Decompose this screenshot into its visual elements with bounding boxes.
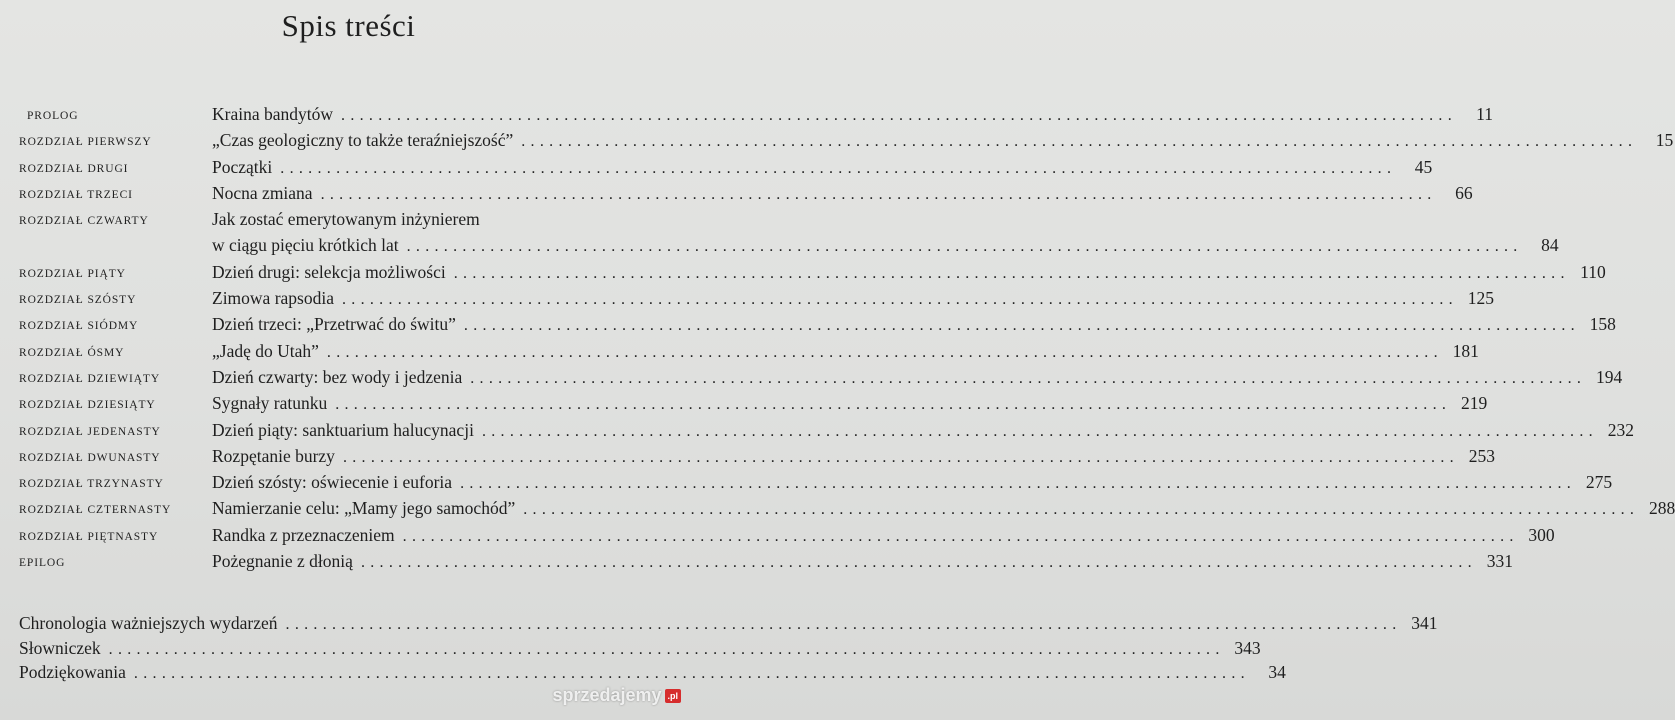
page-number: 300 (1528, 524, 1555, 545)
dot-leader: ........................................................................................................................ (360, 554, 1477, 572)
chapter-label: ROZDZIAŁ DZIESIĄTY (19, 399, 156, 412)
toc-entry (0, 208, 1559, 261)
chapter-title: Nocna zmiana (212, 182, 313, 203)
watermark-text: sprzedajemy (552, 685, 662, 705)
chapter-label: ROZDZIAŁ ÓSMY (19, 346, 125, 359)
back-matter-line (19, 612, 1438, 636)
chapter-title-line (212, 340, 1479, 364)
dot-leader: ........................................................................................................................ (453, 264, 1570, 282)
chapter-label: ROZDZIAŁ DZIEWIĄTY (19, 372, 161, 385)
chapter-title: Rozpętanie burzy (212, 445, 335, 466)
dot-leader: ........................................................................................................................ (285, 616, 1402, 633)
page-number: 15 (1655, 130, 1674, 151)
toc-entry (0, 366, 1623, 392)
toc-entry (0, 471, 1613, 497)
back-matter (0, 612, 1438, 686)
page-number: 11 (1476, 104, 1494, 124)
toc-entry (0, 340, 1479, 366)
chapter-title-line (212, 103, 1494, 127)
back-matter-entry (0, 661, 1286, 686)
page-number: 84 (1541, 235, 1559, 256)
chapter-title: Dzień szósty: oświecenie i euforia (212, 472, 453, 493)
chapter-label: PROLOG (27, 110, 79, 122)
chapter-title-line (212, 208, 665, 230)
back-matter-line (19, 637, 1261, 661)
toc-entry (0, 445, 1495, 471)
chapter-title: „Czas geologiczny to także teraźniejszość” (212, 130, 514, 151)
page-number: 45 (1414, 156, 1433, 177)
toc-entry (0, 156, 1433, 182)
chapter-label: ROZDZIAŁ JEDENASTY (19, 425, 161, 438)
dot-leader: ........................................................................................................................ (133, 665, 1250, 682)
chapter-label: ROZDZIAŁ PIĄTY (19, 267, 126, 280)
chapter-title-line (212, 524, 1555, 548)
chapter-title-line (212, 261, 1606, 285)
page-title: Spis treści (281, 8, 416, 43)
toc-entry (0, 287, 1494, 313)
toc-entry (0, 103, 1494, 129)
chapter-title-line (212, 234, 1559, 258)
back-matter-title: Podziękowania (19, 662, 126, 682)
chapter-title-line (212, 550, 1513, 574)
page-number: 158 (1589, 314, 1616, 335)
dot-leader: ........................................................................................................................ (326, 343, 1443, 361)
toc-entry (0, 129, 1674, 155)
chapter-title: Dzień piąty: sanktuarium halucynacji (212, 419, 474, 440)
chapter-title-line (212, 366, 1623, 390)
chapter-title: Pożegnanie z dłonią (212, 551, 353, 572)
dot-leader: ........................................................................................................................ (470, 369, 1587, 387)
chapter-label: ROZDZIAŁ CZWARTY (19, 215, 149, 228)
page-number: 181 (1452, 340, 1479, 361)
chapter-title-line (212, 419, 1634, 443)
dot-leader: ........................................................................................................................ (342, 448, 1459, 466)
chapter-title-line (212, 129, 1674, 153)
page-number: 343 (1234, 637, 1261, 658)
page-number: 288 (1648, 498, 1675, 519)
watermark (552, 685, 681, 706)
dot-leader: ........................................................................................................................ (335, 396, 1452, 414)
page-number: 253 (1468, 445, 1495, 466)
dot-leader: ........................................................................................................................ (521, 133, 1638, 151)
page-number: 34 (1268, 662, 1286, 682)
chapter-title-line (212, 287, 1494, 311)
chapter-label: ROZDZIAŁ CZTERNASTY (19, 504, 172, 517)
chapter-title: „Jadę do Utah” (212, 340, 319, 361)
chapter-title: Dzień czwarty: bez wody i jedzenia (212, 366, 463, 387)
dot-leader: ........................................................................................................................ (280, 159, 1397, 177)
back-matter-entry (0, 612, 1438, 637)
chapter-title-line (212, 445, 1495, 469)
dot-leader: ........................................................................................................................ (463, 317, 1580, 335)
toc-entry (0, 313, 1616, 339)
page-number: 66 (1455, 182, 1473, 203)
toc-entry (0, 261, 1606, 287)
dot-leader: ........................................................................................................................ (320, 185, 1437, 203)
chapter-label: ROZDZIAŁ TRZYNASTY (19, 478, 164, 491)
dot-leader: ........................................................................................................................ (460, 475, 1577, 493)
chapter-label: ROZDZIAŁ PIERWSZY (19, 136, 152, 149)
back-matter-title: Chronologia ważniejszych wydarzeń (19, 613, 278, 633)
dot-leader: ........................................................................................................................ (108, 640, 1225, 658)
chapter-label: ROZDZIAŁ SIÓDMY (19, 320, 139, 333)
back-matter-entry (0, 637, 1261, 662)
table-of-contents (0, 103, 1675, 576)
page-number: 125 (1467, 288, 1494, 309)
chapter-label: ROZDZIAŁ TRZECI (19, 188, 133, 201)
page-number: 275 (1585, 472, 1613, 493)
chapter-title: Namierzanie celu: „Mamy jego samochód” (212, 498, 516, 519)
chapter-title: Jak zostać emerytowanym inżynierem (212, 209, 480, 230)
chapter-title-line (212, 313, 1616, 337)
toc-entry (0, 392, 1488, 418)
chapter-title-line (212, 392, 1488, 416)
page-number: 341 (1411, 613, 1438, 633)
chapter-title-line (212, 497, 1675, 521)
chapter-title-line (212, 156, 1433, 180)
chapter-title-line (212, 471, 1613, 495)
page-number: 331 (1486, 551, 1513, 572)
toc-entry (0, 497, 1675, 523)
toc-entry (0, 419, 1634, 445)
dot-leader: ........................................................................................................................ (341, 107, 1458, 124)
chapter-label: ROZDZIAŁ SZÓSTY (19, 294, 137, 307)
chapter-title: Początki (212, 156, 273, 177)
watermark-badge: .pl (665, 689, 682, 703)
chapter-label: EPILOG (19, 557, 66, 570)
dot-leader: ........................................................................................................................ (402, 527, 1519, 545)
toc-entry (0, 550, 1513, 576)
dot-leader: ........................................................................................................................ (406, 238, 1523, 256)
back-matter-title: Słowniczek (19, 637, 101, 658)
toc-entry (0, 524, 1555, 550)
page-number: 232 (1607, 419, 1634, 440)
page-number: 219 (1460, 393, 1488, 414)
back-matter-line (19, 661, 1286, 685)
chapter-title: Kraina bandytów (212, 104, 334, 124)
dot-leader: ........................................................................................................................ (341, 291, 1458, 309)
dot-leader: ........................................................................................................................ (523, 501, 1640, 519)
toc-entry (0, 182, 1473, 208)
page-number: 194 (1595, 366, 1623, 387)
chapter-label: ROZDZIAŁ DWUNASTY (19, 451, 161, 464)
chapter-title: w ciągu pięciu krótkich lat (212, 235, 399, 256)
chapter-title: Randka z przeznaczeniem (212, 524, 395, 545)
chapter-title: Dzień drugi: selekcja możliwości (212, 261, 446, 282)
chapter-title: Sygnały ratunku (212, 393, 328, 414)
chapter-title: Dzień trzeci: „Przetrwać do świtu” (212, 314, 456, 335)
chapter-label: ROZDZIAŁ DRUGI (19, 162, 129, 175)
page-number: 110 (1580, 261, 1606, 282)
chapter-title-line (212, 182, 1473, 206)
dot-leader: ........................................................................................................................ (481, 422, 1598, 440)
chapter-label: ROZDZIAŁ PIĘTNASTY (19, 530, 159, 543)
chapter-title: Zimowa rapsodia (212, 288, 334, 309)
